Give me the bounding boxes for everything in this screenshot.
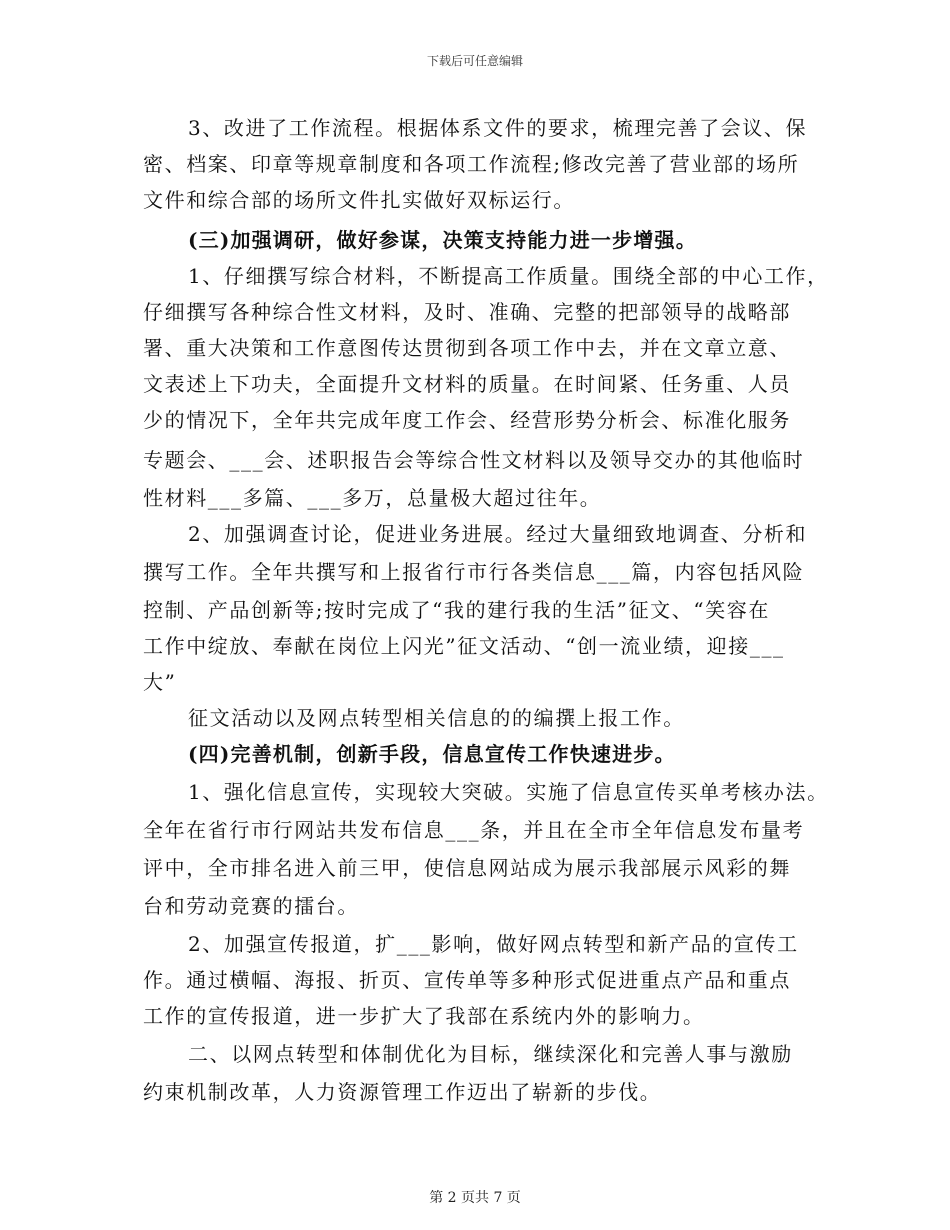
body-line: 工作中绽放、奉献在岗位上闪光”征文活动、“创一流业绩，迎接___ — [143, 634, 785, 658]
body-line: 仔细撰写各种综合性文材料，及时、准确、完整的把部领导的战略部 — [143, 300, 791, 324]
body-line: 约束机制改革，人力资源管理工作迈出了崭新的步伐。 — [143, 1080, 662, 1104]
body-line: 2、加强宣传报道，扩___影响，做好网点转型和新产品的宣传工 — [188, 932, 799, 956]
body-line: 台和劳动竞赛的擂台。 — [143, 894, 359, 918]
body-line: 作。通过横幅、海报、折页、宣传单等多种形式促进重点产品和重点 — [143, 968, 791, 992]
body-line: 署、重大决策和工作意图传达贯彻到各项工作中去，并在文章立意、 — [143, 336, 791, 360]
body-line: 撰写工作。全年共撰写和上报省行市行各类信息___篇，内容包括风险 — [143, 560, 805, 584]
body-line: 工作的宣传报道，进一步扩大了我部在系统内外的影响力。 — [143, 1004, 705, 1028]
page-header: 下载后可任意编辑 — [426, 54, 523, 68]
body-line: 密、档案、印章等规章制度和各项工作流程;修改完善了营业部的场所 — [143, 152, 800, 176]
body-line: 评中，全市排名进入前三甲，使信息网站成为展示我部展示风彩的舞 — [143, 856, 791, 880]
body-line: 少的情况下，全年共完成年度工作会、经营形势分析会、标准化服务 — [143, 408, 791, 432]
body-line: 文表述上下功夫，全面提升文材料的质量。在时间紧、任务重、人员 — [143, 372, 791, 396]
section-heading: (三)加强调研，做好参谋，决策支持能力进一步增强。 — [188, 228, 697, 252]
body-line: 性材料___多篇、___多万，总量极大超过往年。 — [143, 486, 602, 510]
body-line: 征文活动以及网点转型相关信息的的编撰上报工作。 — [188, 706, 685, 730]
body-line: 文件和综合部的场所文件扎实做好双标运行。 — [143, 188, 575, 212]
body-line: 3、改进了工作流程。根据体系文件的要求，梳理完善了会议、保 — [188, 116, 808, 140]
body-line: 大” — [143, 670, 177, 694]
section-heading: (四)完善机制，创新手段，信息宣传工作快速进步。 — [188, 742, 676, 766]
body-line: 2、加强调查讨论，促进业务进展。经过大量细致地调查、分析和 — [188, 522, 808, 546]
body-line: 二、以网点转型和体制优化为目标，继续深化和完善人事与激励 — [188, 1042, 793, 1066]
page-footer: 第 2 页共 7 页 — [429, 1190, 521, 1206]
body-line: 全年在省行市行网站共发布信息___条，并且在全市全年信息发布量考 — [143, 818, 805, 842]
body-line: 1、仔细撰写综合材料，不断提高工作质量。围绕全部的中心工作， — [188, 264, 829, 288]
body-line: 1、强化信息宣传，实现较大突破。实施了信息宣传买单考核办法。 — [188, 780, 829, 804]
body-line: 控制、产品创新等;按时完成了“我的建行我的生活”征文、“笑容在 — [143, 598, 771, 622]
body-line: 专题会、___会、述职报告会等综合性文材料以及领导交办的其他临时 — [143, 448, 805, 472]
